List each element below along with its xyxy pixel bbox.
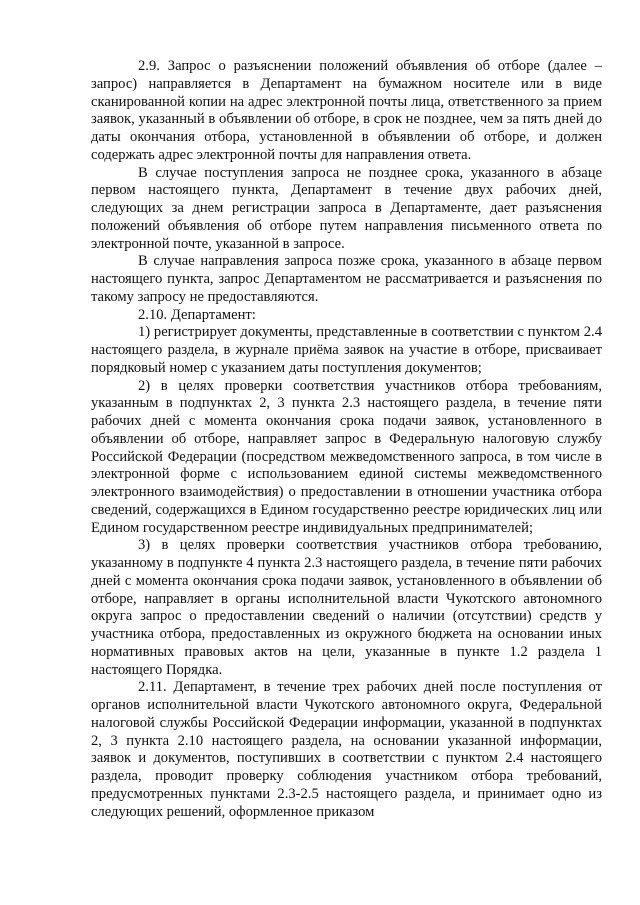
paragraph-2-10-heading: 2.10. Департамент: — [138, 306, 256, 323]
paragraph-2-11: 2.11. Департамент, в течение трех рабочих дней после поступления от органов исполнительной власти Чукотского автономного округа, Федеральной налоговой службы Российской Федерации информации, указанной в подпунктах 2, 3 пункта 2.10 настоящего раздела, на основании указанной информации, заявок и документов, поступивших в соответствии с пунктом 2.4 настоящего раздела, проводит проверку соблюдения участником отбора требований, предусмотренных пунктами 2.3-2.5 настоящего раздела, и принимает одно из следующих решений, оформленное приказом — [91, 679, 602, 820]
paragraph-2-9-deadline-missed: В случае направления запроса позже срока, указанного в абзаце первом настоящего пункта, запрос Департаментом не рассматривается и разъяснения по такому запросу не предоставляются. — [91, 253, 602, 305]
paragraph-2-9: 2.9. Запрос о разъяснении положений объявления об отборе (далее – запрос) направляется в Департамент на бумажном носителе или в виде сканированной копии на адрес электронной почты лица, ответственного за прием заявок, указанный в объявлении об отборе, в срок не позднее, чем за пять дней до даты окончания отбора, установленной в объявлении об отборе, и должен содержать адрес электронной почты для направления ответа. — [91, 58, 602, 163]
document-page — [91, 58, 602, 821]
paragraph-2-10-item-2: 2) в целях проверки соответствия участников отбора требованиям, указанным в подпунктах 2, 3 пункта 2.3 настоящего раздела, в течение пяти рабочих дней с момента окончания срока подачи заявок, установленного в объявлении об отборе, направляет запрос в Федеральную налоговую службу Российской Федерации (посредством межведомственного запроса, в том числе в электронной форме с использованием единой системы межведомственного электронного взаимодействия) о предоставлении в отношении участника отбора сведений, содержащихся в Едином государственно реестре юридических лиц или Едином государственном реестре индивидуальных предпринимателей; — [91, 377, 602, 536]
paragraph-2-10-item-3: 3) в целях проверки соответствия участников отбора требованию, указанному в подпункте 4 пункта 2.3 настоящего раздела, в течение пяти рабочих дней с момента окончания срока подачи заявок, установленного в объявлении об отборе, направляет в органы исполнительной власти Чукотского автономного округа запрос о предоставлении сведений о наличии (отсутствии) средств у участника отбора, предоставленных из окружного бюджета на основании иных нормативных правовых актов на цели, указанные в пункте 1.2 раздела 1 настоящего Порядка. — [91, 537, 602, 678]
paragraph-2-10-item-1: 1) регистрирует документы, представленные в соответствии с пунктом 2.4 настоящего раздела, в журнале приёма заявок на участие в отборе, присваивает порядковый номер с указанием даты поступления документов; — [91, 324, 602, 376]
paragraph-2-9-deadline-met: В случае поступления запроса не позднее срока, указанного в абзаце первом настоящего пункта, Департамент в течение двух рабочих дней, следующих за днем регистрации запроса в Департаменте, дает разъяснения положений объявления об отборе путем направления письменного ответа по электронной почте, указанной в запросе. — [91, 164, 602, 252]
